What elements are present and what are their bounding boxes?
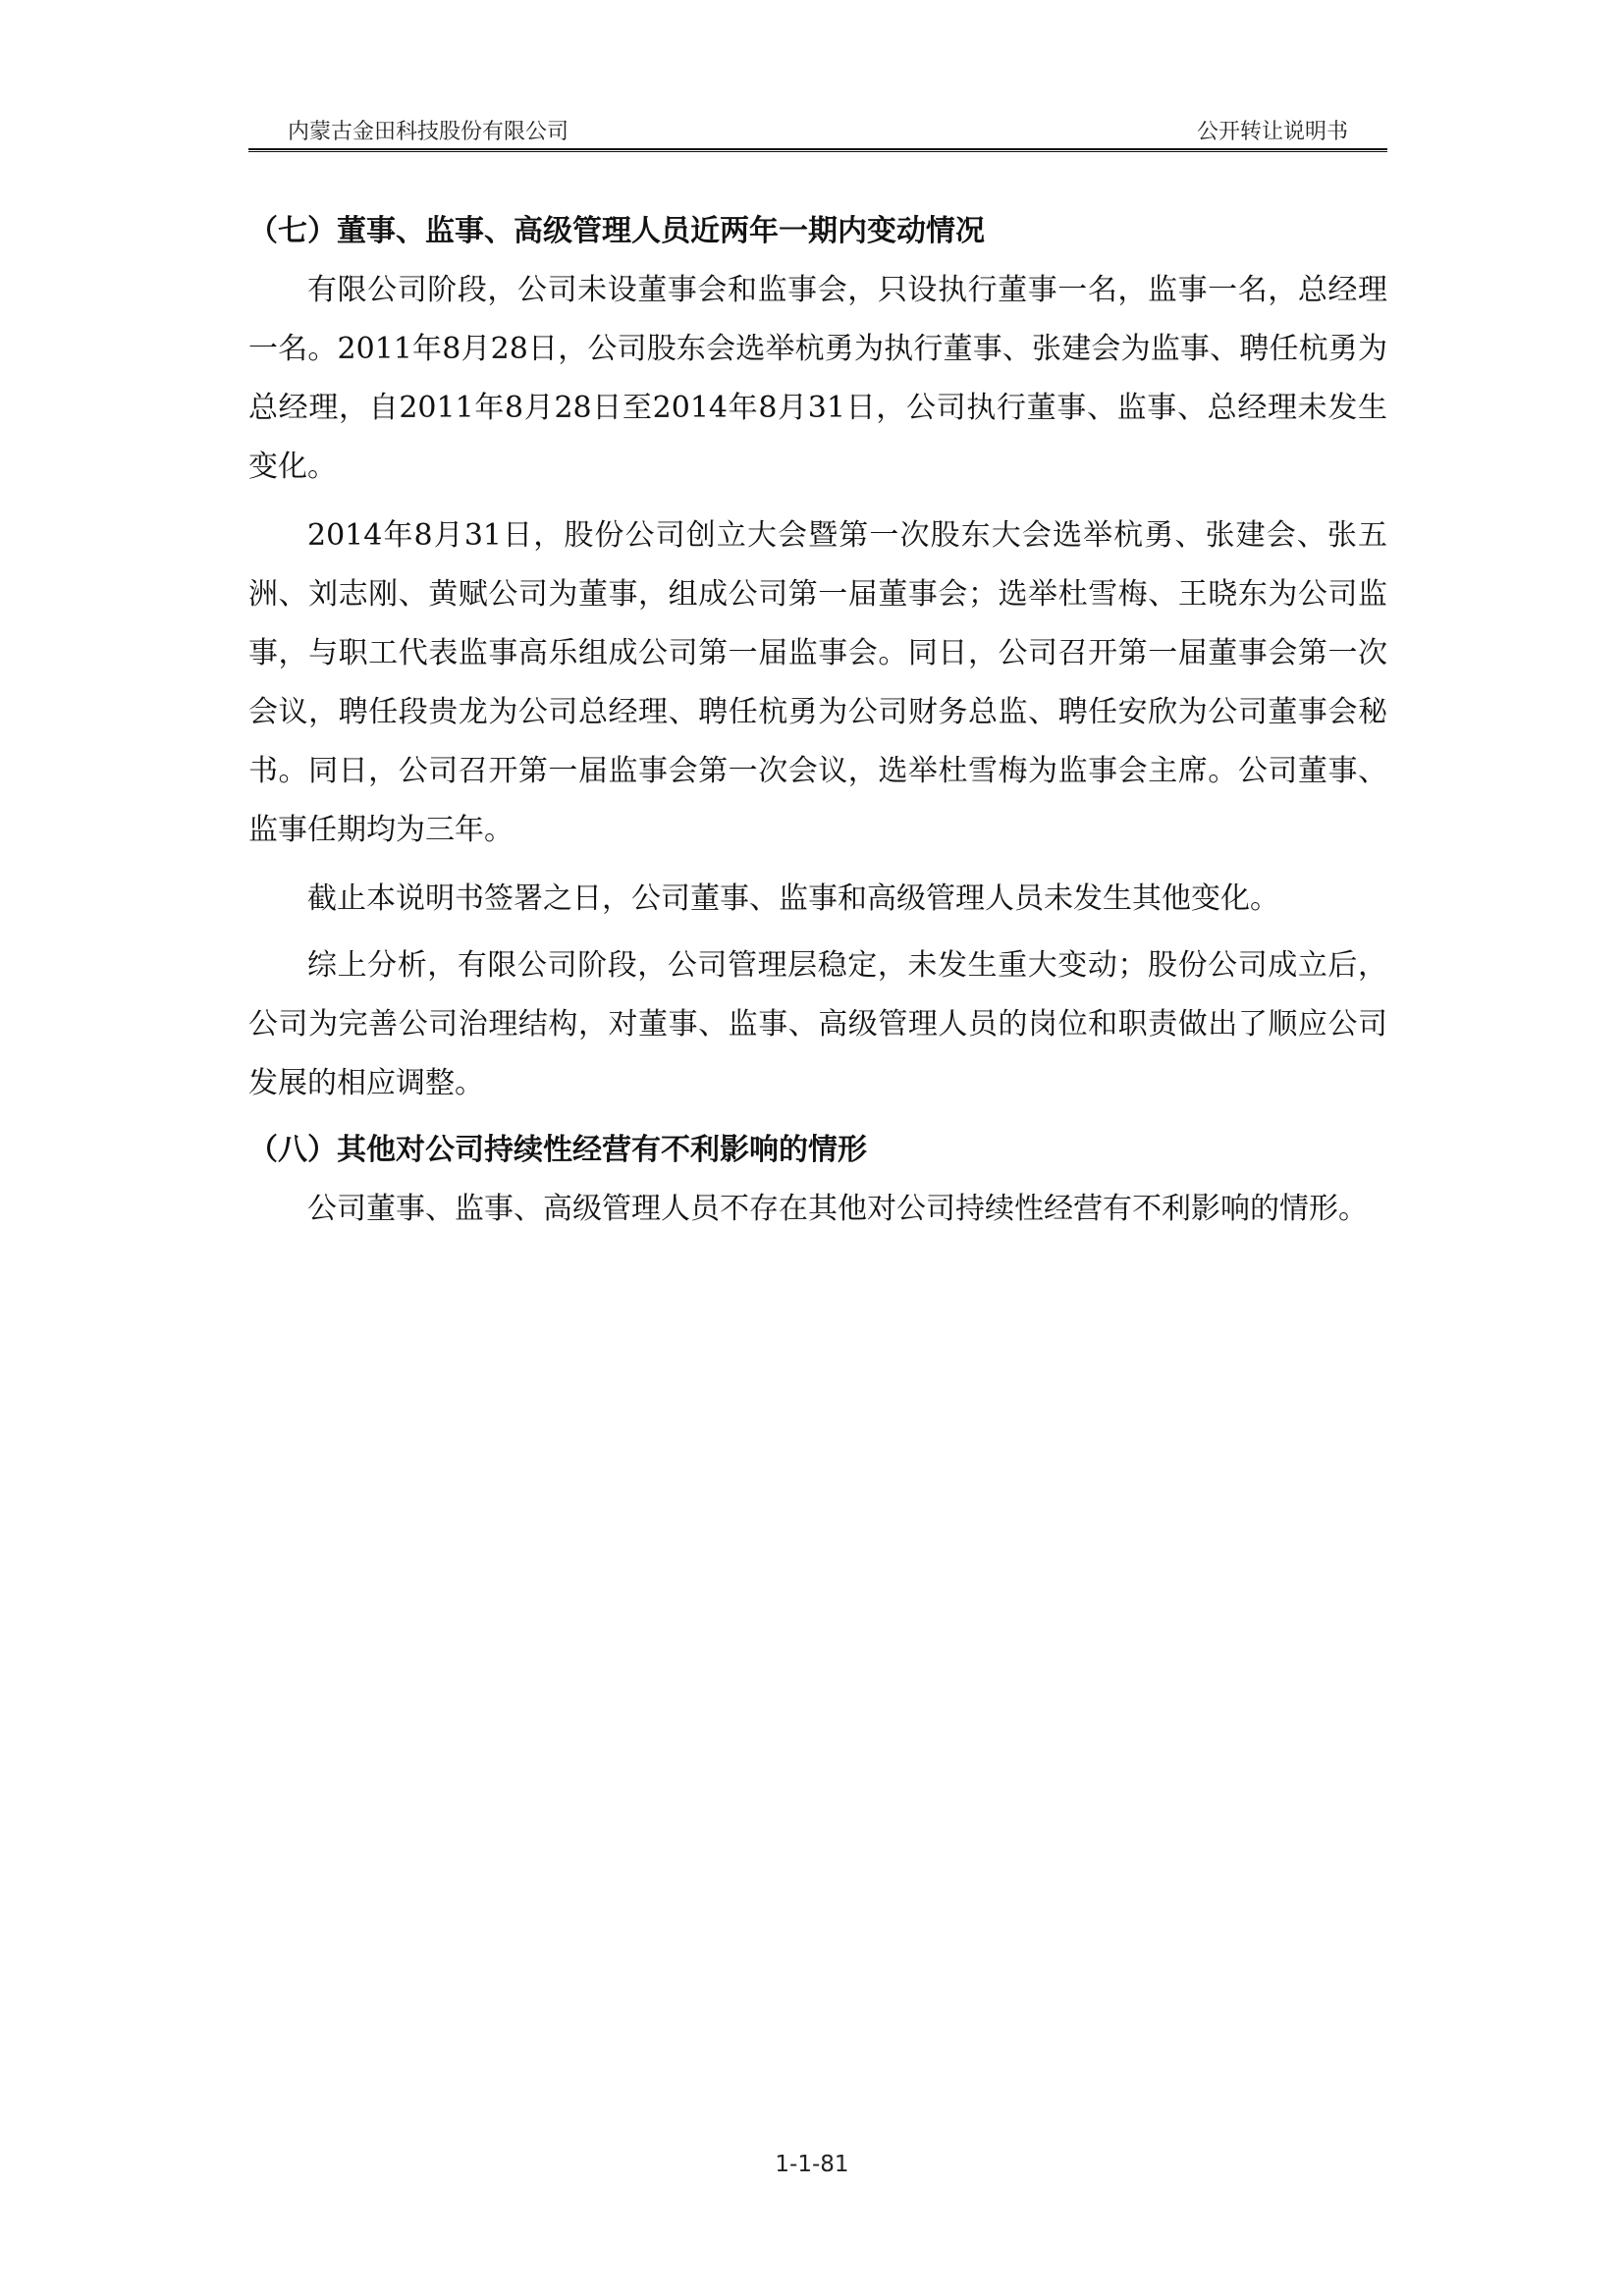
paragraph-no-other-changes: 截止本说明书签署之日，公司董事、监事和高级管理人员未发生其他变化。 xyxy=(307,881,1279,916)
header-divider xyxy=(248,148,1387,152)
paragraph-summary-analysis: 综上分析，有限公司阶段，公司管理层稳定，未发生重大变动；股份公司成立后，公司为完善公司治理结构，对董事、监事、高级管理人员的岗位和职责做出了顺应公司发展的相应调整。 xyxy=(248,948,1387,1100)
paragraph-no-adverse-circumstances: 公司董事、监事、高级管理人员不存在其他对公司持续性经营有不利影响的情形。 xyxy=(307,1192,1368,1226)
header-company-name: 内蒙古金田科技股份有限公司 xyxy=(288,120,569,144)
section-title-personnel-changes: （七）董事、监事、高级管理人员近两年一期内变动情况 xyxy=(248,214,985,248)
page-number: 1-1-81 xyxy=(775,2152,849,2177)
section-title-adverse-circumstances: （八）其他对公司持续性经营有不利影响的情形 xyxy=(248,1133,867,1167)
page-body xyxy=(248,202,1387,1249)
paragraph-joint-stock-founding: 2014年8月31日，股份公司创立大会暨第一次股东大会选举杭勇、张建会、张五洲、刘志刚、黄赋公司为董事，组成公司第一届董事会；选举杜雪梅、王晓东为公司监事，与职工代表监事高乐组成公司第一届监事会。同日，公司召开第一届董事会第一次会议，聘任段贵龙为公司总经理、聘任杭勇为公司财务总监、聘任安欣为公司董事会秘书。同日，公司召开第一届监事会第一次会议，选举杜雪梅为监事会主席。公司董事、监事任期均为三年。 xyxy=(248,518,1387,847)
header-document-type: 公开转让说明书 xyxy=(1196,120,1348,144)
paragraph-limited-company-stage: 有限公司阶段，公司未设董事会和监事会，只设执行董事一名，监事一名，总经理一名。2011年8月28日，公司股东会选举杭勇为执行董事、张建会为监事、聘任杭勇为总经理，自2011年8月28日至2014年8月31日，公司执行董事、监事、总经理未发生变化。 xyxy=(248,273,1387,484)
